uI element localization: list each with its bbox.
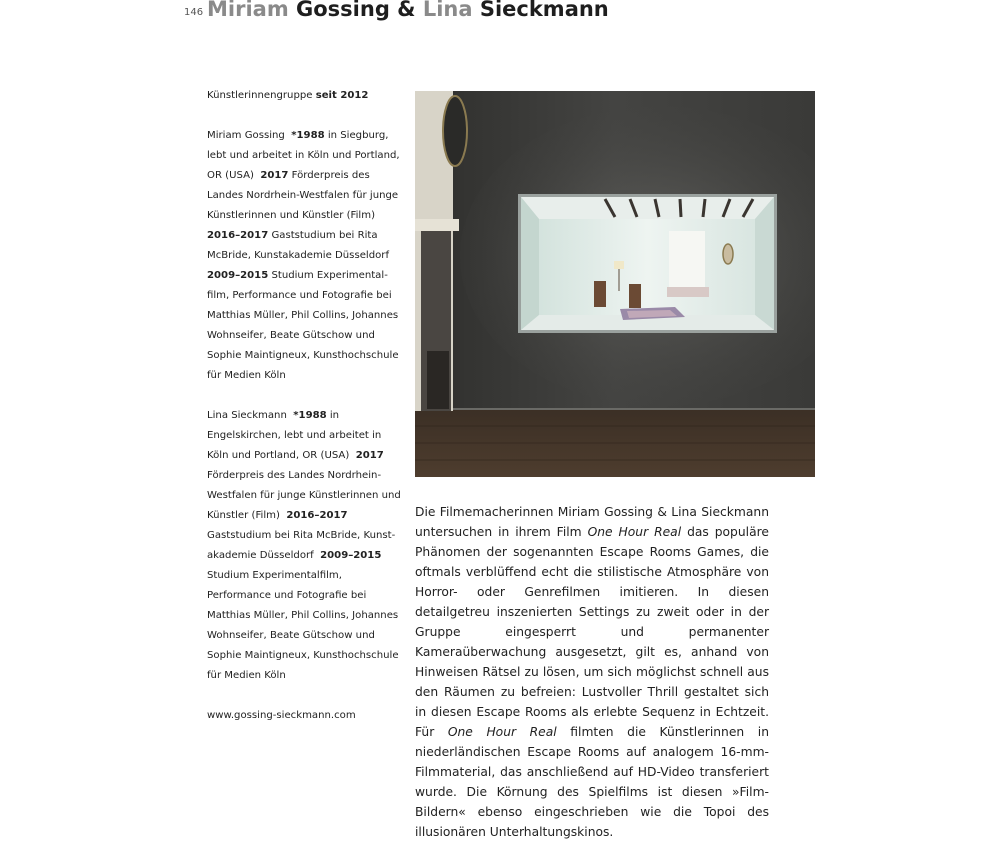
group-line: Künstlerinnengruppe seit 2012 [207, 90, 369, 101]
installation-photo [415, 91, 815, 477]
name1-family: Gossing [296, 0, 390, 21]
name1-given: Miriam [207, 0, 289, 21]
installation-photo-art [415, 91, 815, 477]
main-paragraph: Die Filmemacherinnen Miriam Gossing & Lina Sieckmann untersuchen in ihrem Film One Hour Real das populäre Phänomen der sogenannten Escape Rooms Games, die oftmals verblüffend echt die stilistische Atmosphäre von Horror- oder Genrefilmen imitieren. In diesen detailgetreu inszenierten Settings zu zweit oder in der Gruppe eingesperrt und permanenter Kameraüberwachung ausgesetzt, gilt es, anhand von Hinweisen Rätsel zu lösen, um sich möglichst schnell aus den Räumen zu befreien: Lustvoller Thrill gestaltet sich in diesen Escape Rooms als erlebte Sequenz in Echtzeit. Für One Hour Real filmten die Künstlerinnen in niederländischen Escape Rooms auf analogem 16-mm-Filmmaterial, das anschließend auf HD-Video transferiert wurde. Die Körnung des Spielfilms ist diesen »Film-Bildern« ebenso eingeschrieben wie die Topoi des illusionären Unterhaltungskinos. [415, 505, 769, 839]
bio-column [207, 86, 402, 726]
name2-given: Lina [422, 0, 473, 21]
website-link[interactable]: www.gossing-sieckmann.com [207, 710, 356, 721]
bio-lina: Lina Sieckmann *1988 in Engelskirchen, lebt und arbeitet in Köln und Portland, OR (USA) 2017 Förderpreis des Landes Nordrhein-Westfalen für junge Künstlerinnen und Künstler (Film) 2016–2017 Gaststudium bei Rita McBride, Kunstakademie Düsseldorf 2009–2015 Studium Experimentalfilm, Performance und Fotografie bei Matthias Müller, Phil Collins, Johannes Wohnseifer, Beate Gütschow und Sophie Maintigneux, Kunsthochschule für Medien Köln [207, 410, 401, 681]
main-text [415, 502, 769, 842]
page-title [207, 0, 609, 21]
page-number: 146 [184, 7, 204, 18]
name2-family: Sieckmann [479, 0, 609, 21]
bio-miriam: Miriam Gossing *1988 in Siegburg, lebt und arbeitet in Köln und Portland, OR (USA) 2017 Förderpreis des Landes Nordrhein-Westfalen für junge Künstlerinnen und Künstler (Film) 2016–2017 Gaststudium bei Rita McBride, Kunstakademie Düsseldorf 2009–2015 Studium Experimentalfilm, Performance und Fotografie bei Matthias Müller, Phil Collins, Johannes Wohnseifer, Beate Gütschow und Sophie Maintigneux, Kunsthochschule für Medien Köln [207, 130, 400, 381]
title-ampersand: & [397, 0, 416, 21]
